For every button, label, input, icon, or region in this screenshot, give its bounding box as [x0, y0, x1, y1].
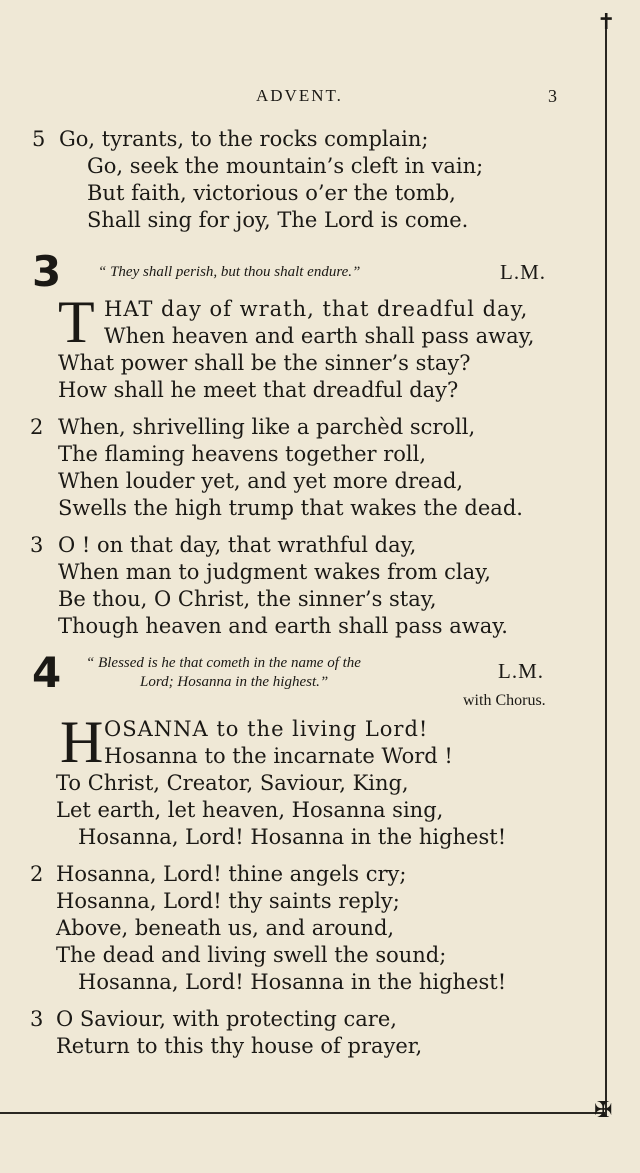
verse-line: When heaven and earth shall pass away,	[104, 324, 535, 348]
hymn-epigraph: “ Blessed is he that cometh in the name of the	[86, 655, 361, 671]
verse-line: To Christ, Creator, Saviour, King,	[56, 771, 409, 795]
verse-line: OSANNA to the living Lord!	[104, 717, 429, 741]
hymn-number: 4	[32, 648, 62, 697]
stanza-number: 2	[30, 415, 44, 439]
cross-ornament-icon: ✠	[594, 1098, 613, 1123]
verse-line: Shall sing for joy, The Lord is come.	[87, 208, 469, 232]
verse-line: HAT day of wrath, that dreadful day,	[104, 297, 529, 321]
hymn-epigraph: Lord; Hosanna in the highest.”	[140, 674, 329, 690]
cross-ornament-icon: ✝	[597, 10, 616, 35]
verse-line: Go, seek the mountain’s cleft in vain;	[87, 154, 484, 178]
stanza-number: 2	[30, 862, 44, 886]
verse-line: When louder yet, and yet more dread,	[58, 469, 464, 493]
verse-line: The flaming heavens together roll,	[58, 442, 427, 466]
hymn-meter: L.M.	[498, 659, 544, 683]
verse-line: Go, tyrants, to the rocks complain;	[59, 127, 429, 151]
hymn-number: 3	[32, 247, 62, 296]
verse-line: Return to this thy house of prayer,	[56, 1034, 423, 1058]
verse-line: O Saviour, with protecting care,	[56, 1007, 397, 1031]
verse-line: Above, beneath us, and around,	[56, 916, 395, 940]
verse-line: But faith, victorious o’er the tomb,	[87, 181, 456, 205]
drop-cap: T	[58, 289, 95, 355]
verse-line: Let earth, let heaven, Hosanna sing,	[56, 798, 444, 822]
verse-line: Be thou, O Christ, the sinner’s stay,	[58, 587, 437, 611]
verse-line: O ! on that day, that wrathful day,	[58, 533, 417, 557]
verse-line: When man to judgment wakes from clay,	[58, 560, 491, 584]
page-border-right	[605, 18, 607, 1116]
verse-line: When, shrivelling like a parchèd scroll,	[58, 415, 476, 439]
drop-cap: H	[60, 709, 104, 775]
verse-line: How shall he meet that dreadful day?	[58, 378, 459, 402]
verse-line: Though heaven and earth shall pass away.	[58, 614, 508, 638]
verse-line: The dead and living swell the sound;	[56, 943, 447, 967]
stanza-number: 5	[32, 127, 46, 151]
verse-line: Swells the high trump that wakes the dead.	[58, 496, 523, 520]
stanza-number: 3	[30, 1007, 44, 1031]
hymn-meter: L.M.	[500, 260, 546, 284]
chorus-note: with Chorus.	[463, 692, 546, 709]
stanza-number: 3	[30, 533, 44, 557]
hymn-epigraph: “ They shall perish, but thou shalt endure.”	[98, 264, 361, 280]
running-head: ADVENT.	[256, 86, 343, 105]
page-border-bottom	[0, 1112, 606, 1114]
verse-line: Hosanna, Lord! Hosanna in the highest!	[78, 970, 507, 994]
verse-line: Hosanna, Lord! thy saints reply;	[56, 889, 400, 913]
verse-line: Hosanna, Lord! Hosanna in the highest!	[78, 825, 507, 849]
verse-line: What power shall be the sinner’s stay?	[58, 351, 471, 375]
page-number: 3	[548, 86, 557, 106]
verse-line: Hosanna to the incarnate Word !	[104, 744, 453, 768]
verse-line: Hosanna, Lord! thine angels cry;	[56, 862, 407, 886]
